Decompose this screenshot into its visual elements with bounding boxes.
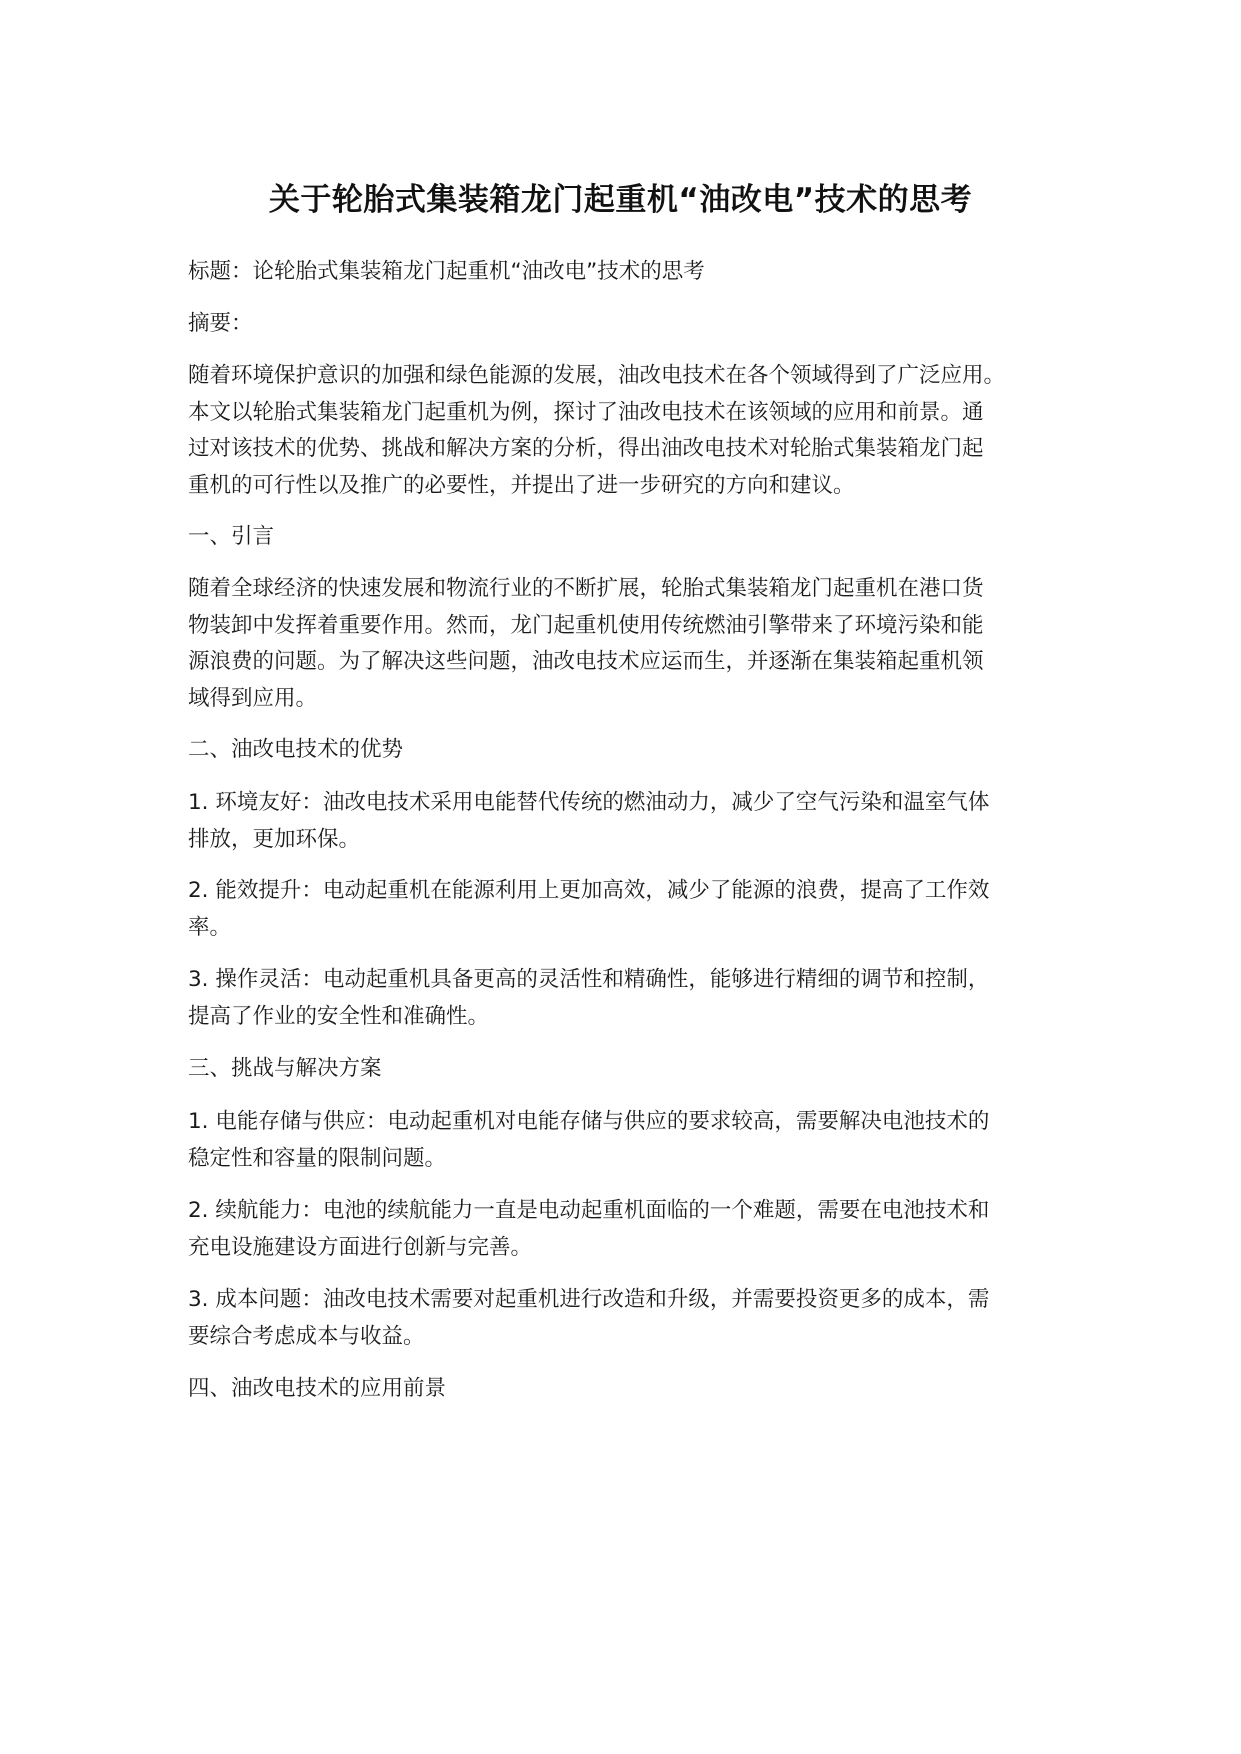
- section1-line: 源浪费的问题。为了解决这些问题，油改电技术应运而生，并逐渐在集装箱起重机领: [188, 649, 984, 674]
- section3-item-line: 充电设施建设方面进行创新与完善。: [188, 1234, 533, 1260]
- section3-item: [188, 1104, 1068, 1177]
- abstract-line: 重机的可行性以及推广的必要性，并提出了进一步研究的方向和建议。: [188, 472, 855, 498]
- section2-item: [188, 873, 1068, 946]
- section2-heading: 二、油改电技术的优势: [188, 737, 404, 762]
- section1-line: 物装卸中发挥着重要作用。然而，龙门起重机使用传统燃油引擎带来了环境污染和能: [188, 612, 984, 638]
- subtitle-line: 标题：论轮胎式集装箱龙门起重机“油改电”技术的思考: [188, 259, 705, 284]
- abstract-line: 过对该技术的优势、挑战和解决方案的分析，得出油改电技术对轮胎式集装箱龙门起: [188, 436, 984, 461]
- abstract-line: 随着环境保护意识的加强和绿色能源的发展，油改电技术在各个领域得到了广泛应用。: [188, 363, 1006, 388]
- section2-item-line: 率。: [188, 914, 232, 940]
- section2-item: [188, 962, 1068, 1035]
- section2-item-line: 1. 环境友好：油改电技术采用电能替代传统的燃油动力，减少了空气污染和温室气体: [188, 790, 990, 815]
- section2-item-line: 排放，更加环保。: [188, 826, 361, 852]
- abstract-line: 本文以轮胎式集装箱龙门起重机为例，探讨了油改电技术在该领域的应用和前景。通: [188, 399, 984, 425]
- section2-item: [188, 785, 1068, 858]
- section3-item-line: 要综合考虑成本与收益。: [188, 1323, 425, 1349]
- section3-item-line: 1. 电能存储与供应：电动起重机对电能存储与供应的要求较高，需要解决电池技术的: [188, 1109, 990, 1134]
- section1-line: 域得到应用。: [188, 685, 318, 711]
- section2-item-line: 3. 操作灵活：电动起重机具备更高的灵活性和精确性，能够进行精细的调节和控制，: [188, 967, 990, 992]
- section3-item: [188, 1282, 1068, 1355]
- section1-paragraph: [188, 571, 1068, 717]
- abstract-label: 摘要：: [188, 311, 253, 336]
- section2-item-line: 2. 能效提升：电动起重机在能源利用上更加高效，减少了能源的浪费，提高了工作效: [188, 878, 990, 903]
- section3-item-line: 3. 成本问题：油改电技术需要对起重机进行改造和升级，并需要投资更多的成本，需: [188, 1287, 990, 1312]
- section1-line: 随着全球经济的快速发展和物流行业的不断扩展，轮胎式集装箱龙门起重机在港口货: [188, 576, 984, 601]
- abstract-paragraph: [188, 358, 1068, 504]
- section3-heading: 三、挑战与解决方案: [188, 1056, 382, 1081]
- section3-item: [188, 1193, 1068, 1266]
- section4-heading: 四、油改电技术的应用前景: [188, 1376, 447, 1401]
- section3-item-line: 2. 续航能力：电池的续航能力一直是电动起重机面临的一个难题，需要在电池技术和: [188, 1198, 990, 1223]
- section3-item-line: 稳定性和容量的限制问题。: [188, 1145, 447, 1171]
- document-title: 关于轮胎式集装箱龙门起重机“油改电”技术的思考: [268, 182, 973, 218]
- section1-heading: 一、引言: [188, 524, 275, 549]
- section2-item-line: 提高了作业的安全性和准确性。: [188, 1003, 490, 1029]
